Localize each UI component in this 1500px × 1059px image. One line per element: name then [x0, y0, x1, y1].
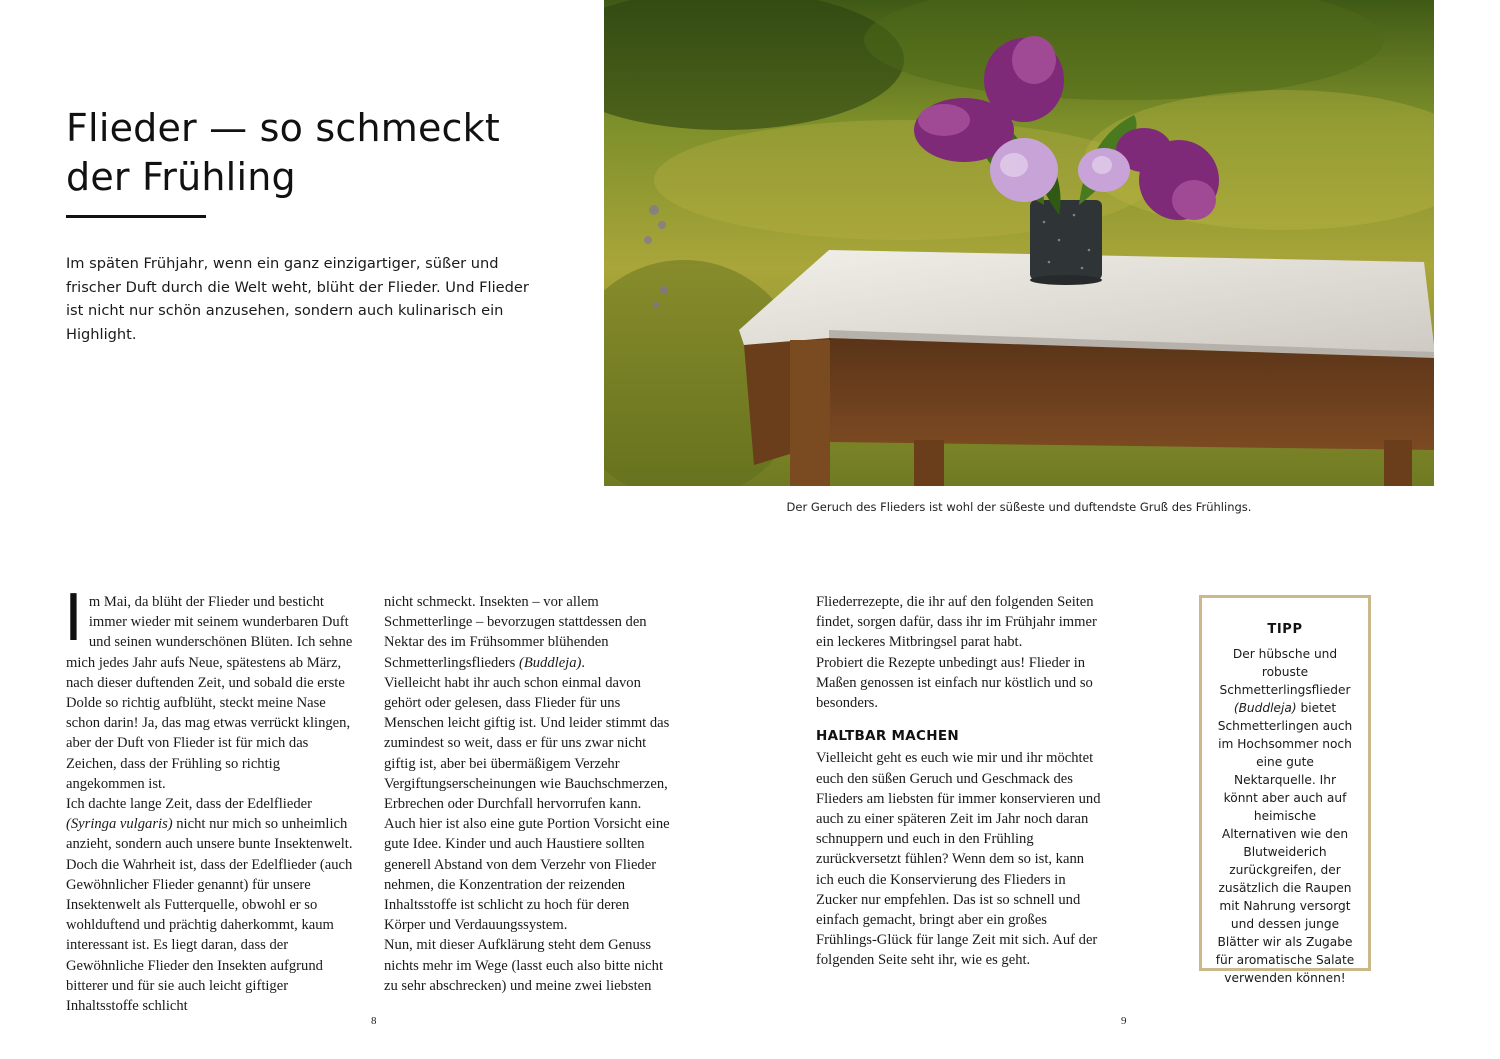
page-title	[66, 104, 546, 202]
tip-text-start: Der hübsche und robuste Schmetterlingsflieder	[1219, 647, 1351, 697]
column2-paragraph-2: Vielleicht habt ihr auch schon einmal davon gehört oder gelesen, dass Flieder für uns Menschen leicht giftig ist. Und leider stimmt das zumindest so weit, dass er für uns zwar nicht giftig ist, aber bei übermäßigem Verzehr Vergiftungserscheinungen wie Bauchschmerzen, Erbrechen oder Durchfall hervorrufen kann. Auch hier ist also eine gute Portion Vorsicht eine gute Idee. Kinder und auch Haustiere sollten generell Abstand von dem Verzehr von Flieder nehmen, die Konzentration der reizenden Inhaltsstoffe ist schlicht zu hoch für deren Körper und Verdauungssystem.	[384, 674, 670, 934]
tip-heading: TIPP	[1267, 622, 1303, 637]
page-number-right: 9	[1121, 1015, 1127, 1027]
tip-text	[1215, 645, 1355, 987]
photo-caption: Der Geruch des Flieders ist wohl der süßeste und duftendste Gruß des Frühlings.	[786, 500, 1252, 514]
tip-text-end: bietet Schmetterlingen auch im Hochsommer noch eine gute Nektarquelle. Ihr könnt aber auch auf heimische Alternativen wie den Blutweiderich zurückgreifen, der zusätzlich die Raupen mit Nahrung versorgt und dessen junge Blätter wir als Zugabe für aromatische Salate verwenden können!	[1215, 701, 1355, 985]
tip-latin-name: (Buddleja)	[1233, 701, 1297, 715]
section-heading-haltbar: HALTBAR MACHEN	[816, 728, 959, 745]
column3-paragraph-1: Fliederrezepte, die ihr auf den folgenden Seiten findet, sorgen dafür, dass ihr im Frühjahr immer ein leckeres Mitbringsel parat habt.	[816, 594, 1097, 651]
page-number-left: 8	[371, 1015, 377, 1027]
intro-paragraph: Im späten Frühjahr, wenn ein ganz einzigartiger, süßer und frischer Duft durch die Welt weht, blüht der Flieder. Und Flieder ist nicht nur schön anzusehen, sondern auch kulinarisch ein Highlight.	[66, 255, 529, 343]
latin-name-syringa: (Syringa vulgaris)	[66, 816, 173, 833]
column3-paragraph-3: Vielleicht geht es euch wie mir und ihr möchtet euch den süßen Geruch und Geschmack des Flieders am liebsten für immer konservieren und auch zu einer späteren Zeit im Jahr noch daran schnuppern und euch in den Frühling zurückversetzt fühlen? Wenn dem so ist, kann ich euch die Konservierung des Flieders in Zucker nur empfehlen. Das ist so schnell und einfach gemacht, bringt aber ein großes Frühlings-Glück für lange Zeit mit sich. Auf der folgenden Seite seht ihr, wie es geht.	[816, 750, 1101, 969]
column1-paragraph-1	[64, 582, 354, 794]
body-column-2	[384, 592, 672, 996]
title-line-2: der Frühling	[66, 155, 296, 199]
drop-cap: I	[64, 582, 83, 656]
column1-paragraph-2-start: Ich dachte lange Zeit, dass der Edelflieder	[66, 796, 312, 813]
lilac-photo	[604, 0, 1434, 486]
column2-paragraph-1-start: nicht schmeckt. Insekten – vor allem Schmetterlinge – bevorzugen stattdessen den Nektar des im Frühsommer blühenden Schmetterlingsflieders	[384, 594, 647, 671]
column2-paragraph-3: Nun, mit dieser Aufklärung steht dem Genuss nichts mehr im Wege (lasst euch also bitte nicht zu sehr abschrecken) und meine zwei liebsten	[384, 937, 664, 994]
column1-paragraph-1-text: m Mai, da blüht der Flieder und besticht immer wieder mit seinem wunderbaren Duft und seinen wunderschönen Blüten. Ich sehne mich jedes Jahr aufs Neue, spätestens ab März, nach dieser duftenden Zeit, und sobald die erste Dolde so richtig aufblüht, steckt meine Nase schon darin! Ja, das mag etwas verrückt klingen, aber der Duft von Flieder ist für mich das Zeichen, dass der Frühling so richtig angekommen ist.	[66, 594, 353, 792]
tip-box	[1199, 595, 1371, 985]
column2-paragraph-1	[384, 592, 672, 673]
title-underline	[66, 215, 206, 218]
column2-paragraph-1-end: .	[581, 654, 586, 671]
column1-paragraph-2-end: nicht nur mich so unheimlich anzieht, sondern auch unsere bunte Insektenwelt. Doch die Wahrheit ist, dass der Edelflieder (auch Gewöhnlicher Flieder genannt) für unsere Insektenwelt als Futterquelle, obwohl er so wohlduftend und prächtig daherkommt, kaum interessant ist. Es liegt daran, dass der Gewöhnliche Flieder den Insekten aufgrund bitterer und für sie auch leicht giftiger Inhaltsstoffe schlicht	[66, 816, 353, 1015]
column1-paragraph-2	[66, 794, 354, 1016]
body-column-3	[816, 592, 1104, 971]
latin-name-buddleja: (Buddleja)	[518, 654, 582, 671]
title-line-1: Flieder — so schmeckt	[66, 106, 500, 150]
body-column-1	[64, 582, 354, 1016]
column3-paragraph-2: Probiert die Rezepte unbedingt aus! Flieder in Maßen genossen ist einfach nur köstlich und so besonders.	[816, 654, 1093, 712]
